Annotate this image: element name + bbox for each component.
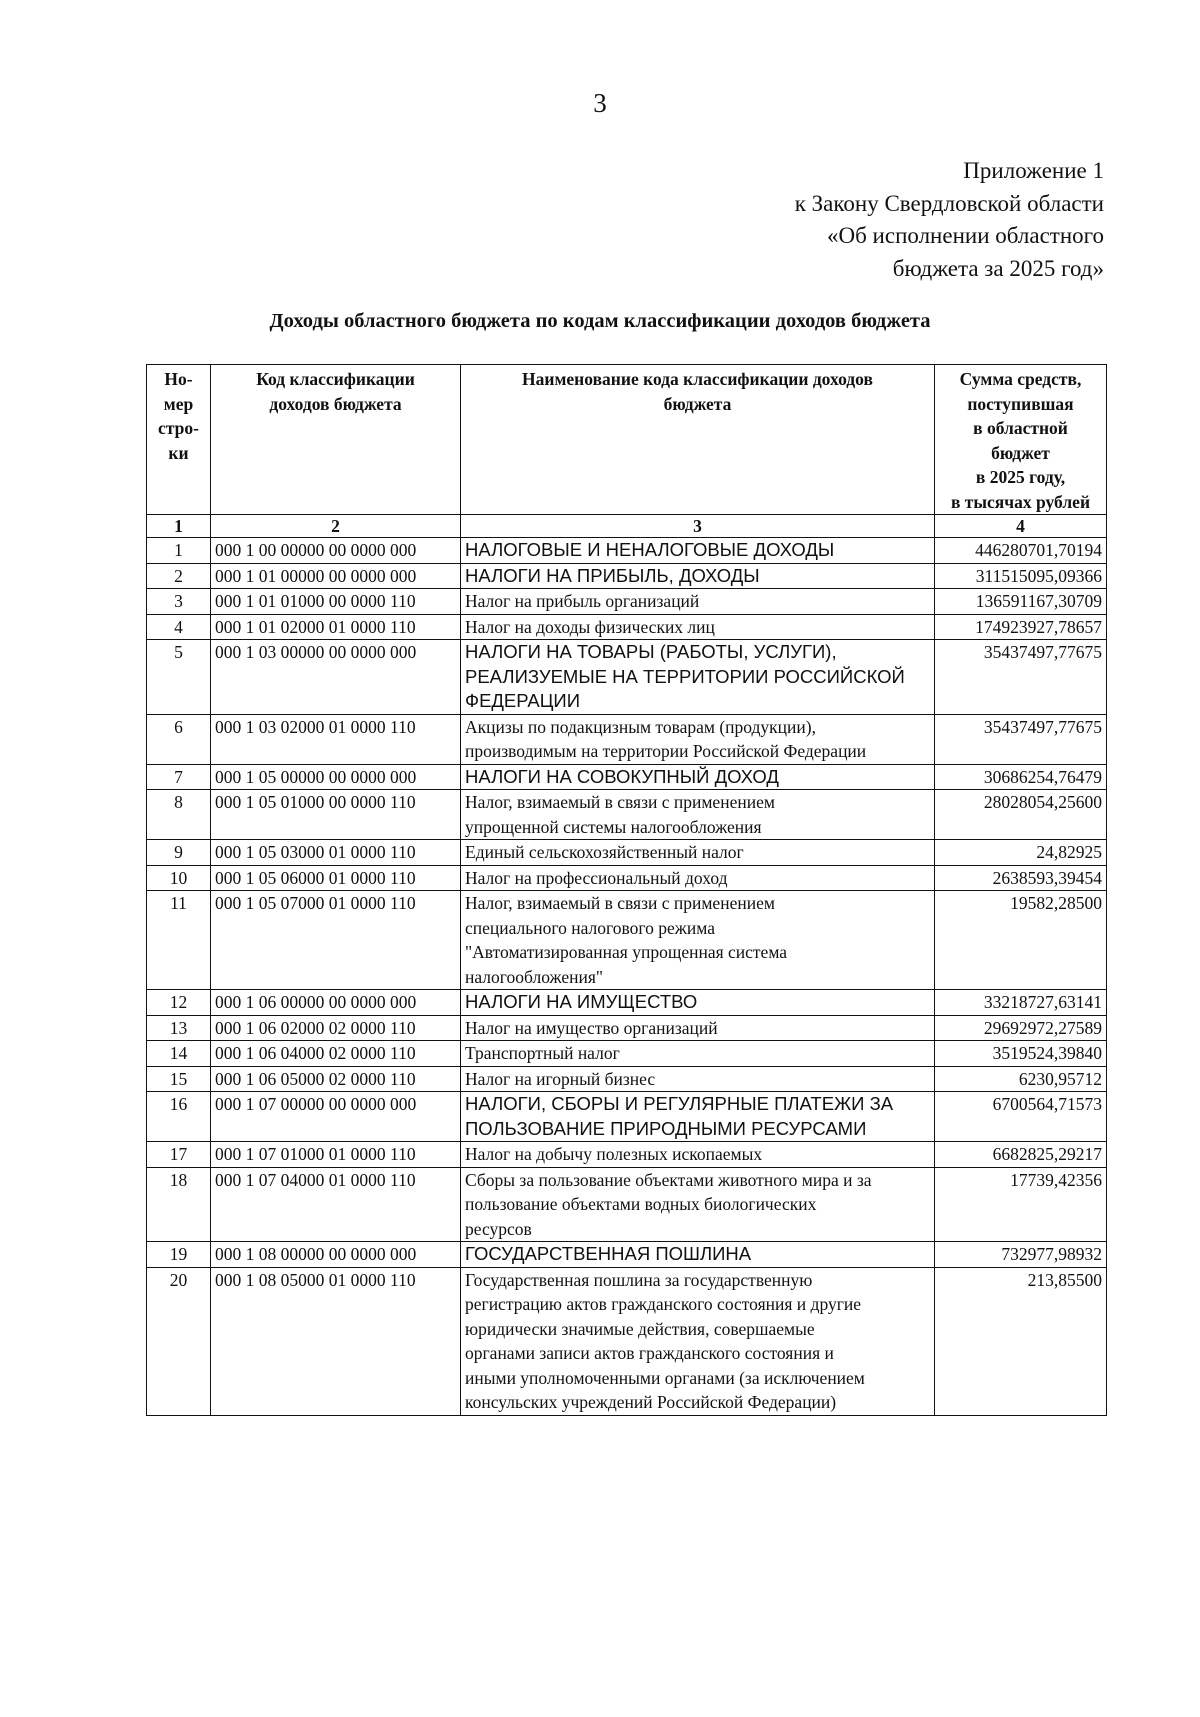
amount: 30686254,76479: [935, 764, 1107, 790]
classification-name: [461, 714, 935, 764]
amount: 19582,28500: [935, 891, 1107, 990]
amount: 28028054,25600: [935, 790, 1107, 840]
amount: 6700564,71573: [935, 1092, 1107, 1142]
amount: 35437497,77675: [935, 714, 1107, 764]
annex-line: «Об исполнении областного: [827, 223, 1104, 248]
table-row: [147, 1015, 1107, 1041]
amount: 6682825,29217: [935, 1142, 1107, 1168]
classification-name: [461, 840, 935, 866]
table-row: [147, 1092, 1107, 1142]
classification-code: 000 1 05 00000 00 0000 000: [211, 764, 461, 790]
name-line: пользование объектами водных биологических: [465, 1194, 817, 1214]
name-line: органами записи актов гражданского состояния и: [465, 1343, 834, 1363]
row-number: 12: [147, 990, 211, 1016]
annex-line: бюджета за 2025 год»: [892, 255, 1104, 281]
classification-code: 000 1 07 01000 01 0000 110: [211, 1142, 461, 1168]
column-numbers-row: [147, 515, 1107, 538]
header-code: Код классификации доходов бюджета: [211, 365, 461, 515]
name-line: Налог на доходы физических лиц: [465, 616, 715, 637]
row-number: 3: [147, 589, 211, 615]
amount: 136591167,30709: [935, 589, 1107, 615]
row-number: 11: [147, 891, 211, 990]
header-row-number: Но- мер стро- ки: [147, 365, 211, 515]
amount: 213,85500: [935, 1267, 1107, 1415]
table-row: [147, 990, 1107, 1016]
name-line: Налог на прибыль организаций: [465, 591, 700, 611]
row-number: 4: [147, 614, 211, 640]
amount: 35437497,77675: [935, 640, 1107, 715]
name-line: НАЛОГИ НА ИМУЩЕСТВО: [465, 991, 698, 1012]
name-line: регистрацию актов гражданского состояния и другие: [465, 1294, 862, 1314]
table-row: [147, 891, 1107, 990]
row-number: 20: [147, 1267, 211, 1415]
amount: 33218727,63141: [935, 990, 1107, 1016]
name-line: НАЛОГИ НА СОВОКУПНЫЙ ДОХОД: [465, 765, 779, 787]
table-row: [147, 1167, 1107, 1242]
name-line: Государственная пошлина за государственную: [465, 1269, 813, 1290]
amount: 24,82925: [935, 840, 1107, 866]
table-row: [147, 865, 1107, 891]
row-number: 10: [147, 865, 211, 891]
classification-name: [461, 1066, 935, 1092]
name-line: РЕАЛИЗУЕМЫЕ НА ТЕРРИТОРИИ РОССИЙСКОЙ: [465, 665, 905, 687]
name-line: ресурсов: [465, 1218, 532, 1239]
row-number: 6: [147, 714, 211, 764]
table-row: [147, 640, 1107, 715]
row-number: 1: [147, 538, 211, 564]
classification-code: 000 1 03 00000 00 0000 000: [211, 640, 461, 715]
column-number: 2: [211, 515, 461, 538]
row-number: 18: [147, 1167, 211, 1242]
name-line: иными уполномоченными органами (за исключением: [465, 1367, 865, 1388]
table-body: [147, 515, 1107, 1416]
name-line: НАЛОГИ, СБОРЫ И РЕГУЛЯРНЫЕ ПЛАТЕЖИ ЗА: [465, 1093, 894, 1114]
page-number: 3: [593, 88, 607, 118]
amount: 174923927,78657: [935, 614, 1107, 640]
classification-name: [461, 563, 935, 589]
annex-block: [795, 155, 1104, 285]
name-line: производимым на территории Российской Федерации: [465, 741, 867, 761]
classification-code: 000 1 01 01000 00 0000 110: [211, 589, 461, 615]
table-row: [147, 1142, 1107, 1168]
name-line: "Автоматизированная упрощенная система: [465, 942, 788, 962]
header-amount: Сумма средств, поступившая в областной бюджет в 2025 году, в тысячах рублей: [935, 365, 1107, 515]
row-number: 7: [147, 764, 211, 790]
classification-code: 000 1 06 05000 02 0000 110: [211, 1066, 461, 1092]
row-number: 17: [147, 1142, 211, 1168]
amount: 732977,98932: [935, 1242, 1107, 1268]
column-number: 1: [147, 515, 211, 538]
header-name: Наименование кода классификации доходов бюджета: [461, 365, 935, 515]
name-line: Акцизы по подакцизным товарам (продукции),: [465, 716, 816, 737]
classification-name: [461, 640, 935, 715]
classification-name: [461, 990, 935, 1016]
row-number: 13: [147, 1015, 211, 1041]
name-line: Налог, взимаемый в связи с применением: [465, 792, 775, 812]
name-line: консульских учреждений Российской Федерации): [465, 1392, 837, 1412]
name-line: Транспортный налог: [465, 1043, 620, 1063]
row-number: 5: [147, 640, 211, 715]
classification-code: 000 1 07 00000 00 0000 000: [211, 1092, 461, 1142]
annex-line: к Закону Свердловской области: [794, 190, 1104, 216]
classification-name: [461, 614, 935, 640]
revenue-table: [146, 364, 1107, 1416]
table-row: [147, 840, 1107, 866]
classification-name: [461, 538, 935, 564]
classification-name: [461, 1267, 935, 1415]
classification-name: [461, 1167, 935, 1242]
classification-name: [461, 1041, 935, 1067]
amount: 29692972,27589: [935, 1015, 1107, 1041]
table-row: [147, 589, 1107, 615]
name-line: НАЛОГИ НА ПРИБЫЛЬ, ДОХОДЫ: [465, 564, 760, 586]
name-line: юридически значимые действия, совершаемые: [465, 1318, 815, 1339]
classification-name: [461, 764, 935, 790]
table-row: [147, 1242, 1107, 1268]
row-number: 16: [147, 1092, 211, 1142]
amount: 3519524,39840: [935, 1041, 1107, 1067]
amount: 6230,95712: [935, 1066, 1107, 1092]
classification-code: 000 1 00 00000 00 0000 000: [211, 538, 461, 564]
row-number: 15: [147, 1066, 211, 1092]
amount: 446280701,70194: [935, 538, 1107, 564]
table-row: [147, 1267, 1107, 1415]
row-number: 8: [147, 790, 211, 840]
row-number: 14: [147, 1041, 211, 1067]
name-line: специального налогового режима: [465, 917, 715, 938]
name-line: Налог, взимаемый в связи с применением: [465, 893, 775, 913]
name-line: Налог на игорный бизнес: [465, 1068, 656, 1089]
name-line: Сборы за пользование объектами животного мира и за: [465, 1169, 872, 1190]
column-number: 4: [935, 515, 1107, 538]
name-line: Налог на имущество организаций: [465, 1017, 718, 1038]
classification-code: 000 1 06 02000 02 0000 110: [211, 1015, 461, 1041]
name-line: упрощенной системы налогообложения: [465, 816, 762, 837]
table-row: [147, 538, 1107, 564]
row-number: 9: [147, 840, 211, 866]
name-line: ГОСУДАРСТВЕННАЯ ПОШЛИНА: [465, 1243, 752, 1264]
row-number: 2: [147, 563, 211, 589]
table-row: [147, 790, 1107, 840]
name-line: Налог на профессиональный доход: [465, 867, 728, 888]
classification-code: 000 1 05 01000 00 0000 110: [211, 790, 461, 840]
classification-code: 000 1 03 02000 01 0000 110: [211, 714, 461, 764]
table-row: [147, 764, 1107, 790]
header-row: [147, 365, 1107, 515]
document-title: Доходы областного бюджета по кодам классификации доходов бюджета: [269, 310, 931, 332]
classification-code: 000 1 08 00000 00 0000 000: [211, 1242, 461, 1268]
name-line: ФЕДЕРАЦИИ: [465, 690, 580, 711]
name-line: ПОЛЬЗОВАНИЕ ПРИРОДНЫМИ РЕСУРСАМИ: [465, 1117, 867, 1139]
name-line: Единый сельскохозяйственный налог: [465, 842, 744, 862]
amount: 311515095,09366: [935, 563, 1107, 589]
classification-code: 000 1 05 07000 01 0000 110: [211, 891, 461, 990]
annex-line: Приложение 1: [963, 158, 1104, 183]
classification-code: 000 1 08 05000 01 0000 110: [211, 1267, 461, 1415]
classification-code: 000 1 05 03000 01 0000 110: [211, 840, 461, 866]
name-line: Налог на добычу полезных ископаемых: [465, 1144, 763, 1164]
classification-code: 000 1 06 04000 02 0000 110: [211, 1041, 461, 1067]
classification-name: [461, 589, 935, 615]
name-line: налогообложения": [465, 966, 604, 987]
classification-name: [461, 1142, 935, 1168]
table-row: [147, 614, 1107, 640]
amount: 2638593,39454: [935, 865, 1107, 891]
classification-name: [461, 1242, 935, 1268]
table-row: [147, 714, 1107, 764]
classification-name: [461, 891, 935, 990]
name-line: НАЛОГИ НА ТОВАРЫ (РАБОТЫ, УСЛУГИ),: [465, 641, 837, 662]
classification-name: [461, 1015, 935, 1041]
classification-name: [461, 1092, 935, 1142]
column-number: 3: [461, 515, 935, 538]
table-row: [147, 563, 1107, 589]
table-row: [147, 1066, 1107, 1092]
classification-code: 000 1 01 00000 00 0000 000: [211, 563, 461, 589]
classification-name: [461, 865, 935, 891]
classification-code: 000 1 07 04000 01 0000 110: [211, 1167, 461, 1242]
classification-code: 000 1 05 06000 01 0000 110: [211, 865, 461, 891]
row-number: 19: [147, 1242, 211, 1268]
classification-code: 000 1 06 00000 00 0000 000: [211, 990, 461, 1016]
classification-code: 000 1 01 02000 01 0000 110: [211, 614, 461, 640]
name-line: НАЛОГОВЫЕ И НЕНАЛОГОВЫЕ ДОХОДЫ: [465, 539, 835, 560]
amount: 17739,42356: [935, 1167, 1107, 1242]
classification-name: [461, 790, 935, 840]
table-row: [147, 1041, 1107, 1067]
